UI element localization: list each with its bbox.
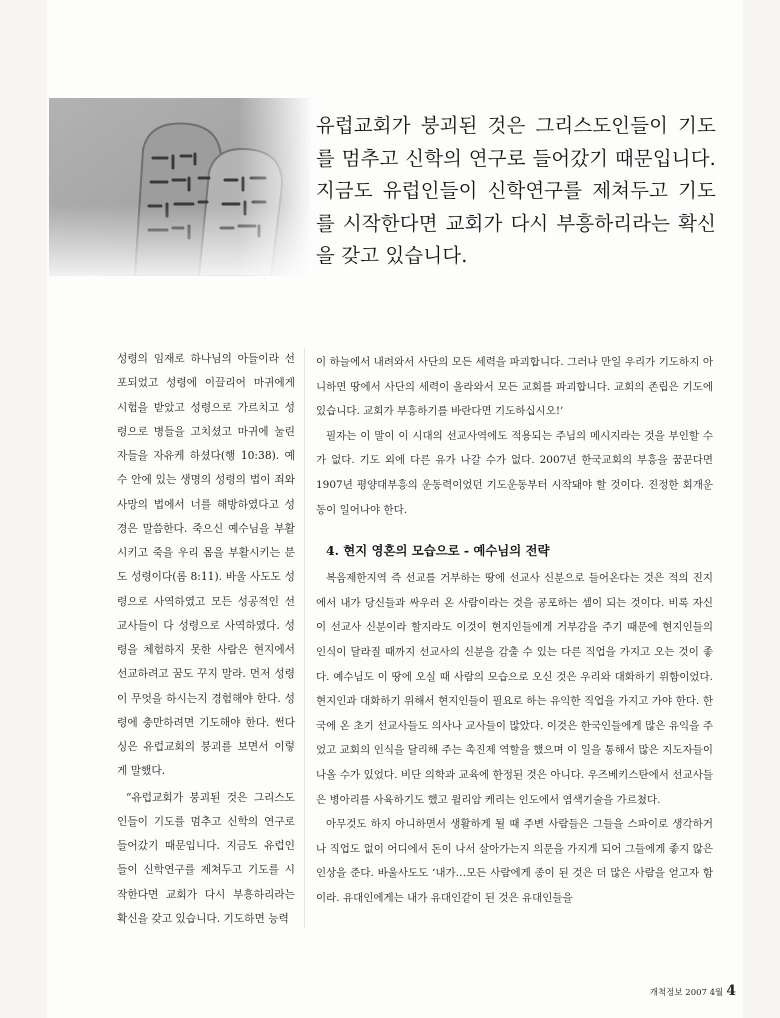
right-paragraph-3: 복음제한지역 즉 선교를 거부하는 땅에 선교사 신분으로 들어온다는 것은 적의 진지에서 내가 당신들과 싸우러 온 사람이라는 것을 공포하는 셈이 되는 것이다. 비록 자신이 선교사 신분이라 할지라도 이것이 현지인들에게 거부감을 주기 때문에 현지인들의 인식이 달라질 때까지 선교사의 신분을 감출 수 있는 다른 직업을 가지고 오는 것이 좋다. 예수님도 이 땅에 오실 때 사람의 모습으로 오신 것은 우리와 대화하기 위함이었다. 현지인과 대화하기 위해서 현지인들이 필요로 하는 유익한 직업을 가지고 가야 한다. 한국에 온 초기 선교사들도 의사나 교사들이 많았다. 이것은 한국인들에게 많은 유익을 주었고 교회의 인식을 달리해 주는 촉진제 역할을 했으며 이 일을 통해서 많은 지도자들이 나올 수가 있었다. 비단 의학과 교육에 한정된 것은 아니다. 우즈베키스탄에서 선교사들은 병아리를 사육하기도 했고 윌리암 케리는 인도에서 염색기술을 가르쳤다.: [316, 572, 713, 806]
right-column: [316, 350, 713, 910]
right-paragraph-1: 이 하늘에서 내려와서 사단의 모든 세력을 파괴합니다. 그러나 만일 우리가 기도하지 아니하면 땅에서 사단의 세력이 올라와서 모든 교회를 파괴합니다. 교회의 존립은 기도에 있습니다. 교회가 부흥하기를 바란다면 기도하십시오!’: [316, 356, 713, 418]
stone-tablets-image: [49, 98, 311, 276]
section-heading: 4. 현지 영혼의 모습으로 - 예수님의 전략: [326, 543, 550, 559]
left-column: [117, 347, 295, 931]
page-number: 4: [726, 983, 736, 999]
right-paragraph-2: 필자는 이 말이 이 시대의 선교사역에도 적용되는 주님의 메시지라는 것을 부인할 수가 없다. 기도 외에 다른 유가 나갈 수가 없다. 2007년 한국교회의 부흥을 꿈꾼다면 1907년 평양대부흥의 운동력이었던 기도운동부터 시작돼야 할 것이다. 진정한 회개운동이 일어나야 한다.: [316, 429, 713, 516]
column-divider: [304, 348, 305, 928]
right-paragraph-4: 아무것도 하지 아니하면서 생활하게 될 때 주변 사람들은 그들을 스파이로 생각하거나 직업도 없이 어디에서 돈이 나서 살아가는지 의문을 가지게 되어 그들에게 좋지 않은 인상을 준다. 바울사도도 ‘내가…모든 사람에게 종이 된 것은 더 많은 사람을 얻고자 함이라. 유대인에게는 내가 유대인같이 된 것은 유대인들을: [316, 818, 713, 904]
ten-commandments-photo: [49, 98, 311, 276]
publication-name: 개척정보 2007 4월: [649, 988, 724, 998]
left-paragraph-2: “유럽교회가 붕괴된 것은 그리스도인들이 기도를 멈추고 신학의 연구로 들어갔기 때문입니다. 지금도 유럽인들이 신학연구를 제쳐두고 기도를 시작한다면 교회가 다시 부흥하리라는 확신을 갖고 있습니다. 기도하면 능력: [117, 790, 295, 925]
page-footer: [650, 983, 736, 999]
left-paragraph-1: 성령의 임재로 하나님의 아들이라 선포되었고 성령에 이끌리어 마귀에게 시험을 받았고 성령으로 가르치고 성령으로 병들을 고치셨고 마귀에 눌린 자들을 자유케 하셨다(행 10:38). 예수 안에 있는 생명의 성령의 법이 죄와 사망의 법에서 너를 해방하였다고 성경은 말씀한다. 죽으신 예수님을 부활시키고 죽을 우리 몸을 부활시키는 분도 성령이다(롬 8:11). 바울 사도도 성령으로 사역하였고 모든 성공적인 선교사들이 다 성령으로 사역하였다. 성령을 체험하지 못한 사람은 현지에서 선교하려고 꿈도 꾸지 말라. 먼저 성령이 무엇을 하시는지 경험해야 한다. 성령에 충만하려면 기도해야 한다. 썬다싱은 유럽교회의 붕괴를 보면서 이렇게 말했다.: [117, 352, 295, 778]
pull-quote: 유럽교회가 붕괴된 것은 그리스도인들이 기도를 멈추고 신학의 연구로 들어갔기 때문입니다. 지금도 유럽인들이 신학연구를 제쳐두고 기도를 시작한다면 교회가 다시 부흥하리라는 확신을 갖고 있습니다.: [316, 114, 716, 267]
